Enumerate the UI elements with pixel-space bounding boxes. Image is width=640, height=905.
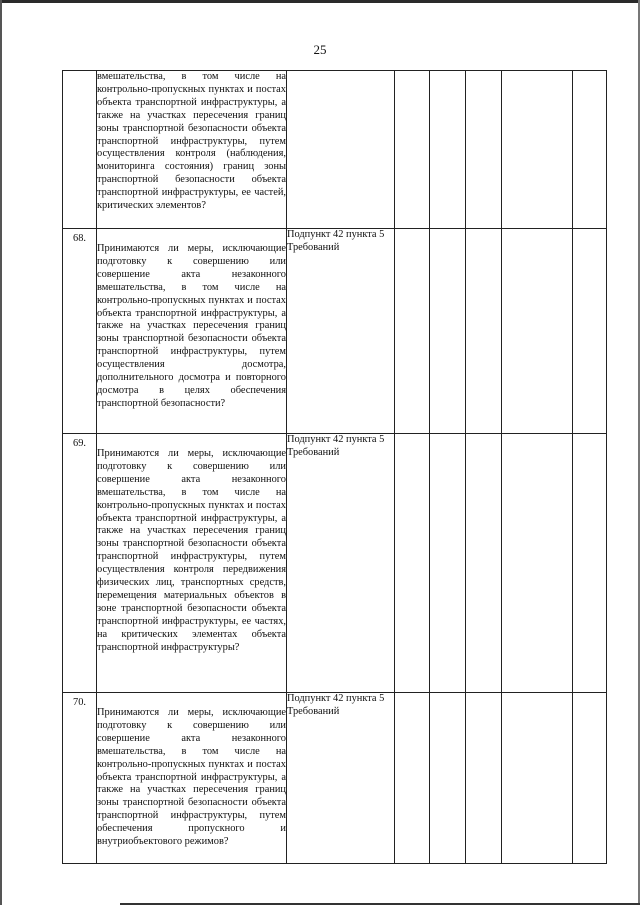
table-row [63, 693, 607, 864]
row-number: 69. [63, 434, 97, 693]
answer-no-cell [430, 434, 466, 693]
answer-yes-cell [395, 229, 430, 434]
answer-na-cell [466, 693, 502, 864]
answer-yes-cell [395, 71, 430, 229]
reference-cell [287, 71, 395, 229]
checklist-table [62, 70, 607, 864]
comment-cell [502, 434, 573, 693]
page-number: 25 [313, 42, 327, 57]
scan-edge-left [0, 0, 2, 905]
reference-cell: Подпункт 42 пункта 5 Требований [287, 229, 395, 434]
answer-no-cell [430, 693, 466, 864]
question-cell: Принимаются ли меры, исключающие подготовку к совершению или совершение акта незаконного вмешательства, в том числе на контрольно-пропускных пунктах и постах объекта транспортной инфраструктуры, а также на участках пересечения границ зоны транспортной безопасности объекта транспортной инфраструктуры, путем осуществления досмотра, дополнительного досмотра и повторного досмотра в целях обеспечения транспортной безопасности? [97, 229, 287, 434]
answer-na-cell [466, 434, 502, 693]
row-number [63, 71, 97, 229]
answer-na-cell [466, 71, 502, 229]
question-cell: Принимаются ли меры, исключающие подготовку к совершению или совершение акта незаконного вмешательства, в том числе на контрольно-пропускных пунктах и постах объекта транспортной инфраструктуры, а также на участках пересечения границ зоны транспортной безопасности объекта транспортной инфраструктуры, путем обеспечения пропускного и внутриобъектового режимов? [97, 693, 287, 864]
extra-cell [573, 434, 607, 693]
comment-cell [502, 693, 573, 864]
reference-cell: Подпункт 42 пункта 5 Требований [287, 434, 395, 693]
table-row [63, 71, 607, 229]
question-cell: Принимаются ли меры, исключающие подготовку к совершению или совершение акта незаконного вмешательства, в том числе на контрольно-пропускных пунктах и постах объекта транспортной инфраструктуры, а также на участках пересечения границ зоны транспортной безопасности объекта транспортной инфраструктуры, путем осуществления контроля передвижения физических лиц, транспортных средств, перемещения материальных объектов в зоне транспортной безопасности объекта транспортной инфраструктуры, ее частях, на критических элементах объекта транспортной инфраструктуры? [97, 434, 287, 693]
row-number: 70. [63, 693, 97, 864]
answer-yes-cell [395, 693, 430, 864]
answer-no-cell [430, 71, 466, 229]
answer-na-cell [466, 229, 502, 434]
table-row [63, 229, 607, 434]
question-cell: вмешательства, в том числе на контрольно-пропускных пунктах и постах объекта транспортной инфраструктуры, а также на участках пересечения границ зоны транспортной безопасности объекта транспортной инфраструктуры, путем осуществления контроля (наблюдения, мониторинга состояния) границ зоны транспортной безопасности объекта транспортной инфраструктуры, ее частей, критических элементов? [97, 71, 287, 229]
row-number: 68. [63, 229, 97, 434]
reference-cell: Подпункт 42 пункта 5 Требований [287, 693, 395, 864]
comment-cell [502, 229, 573, 434]
extra-cell [573, 229, 607, 434]
table-row [63, 434, 607, 693]
extra-cell [573, 71, 607, 229]
answer-yes-cell [395, 434, 430, 693]
extra-cell [573, 693, 607, 864]
comment-cell [502, 71, 573, 229]
scan-edge-top [0, 0, 640, 3]
answer-no-cell [430, 229, 466, 434]
